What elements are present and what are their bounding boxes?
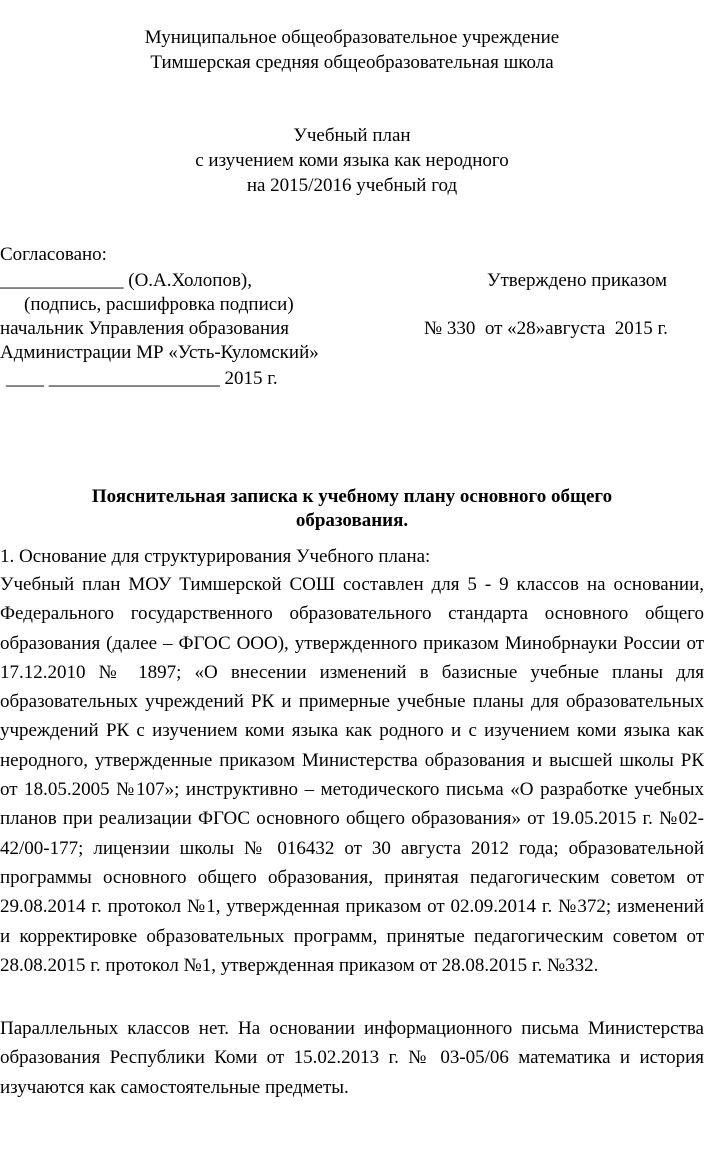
position-line2: Администрации МР «Усть-Куломский»	[0, 342, 319, 363]
institution-name-line1: Муниципальное общеобразовательное учреждение	[144, 27, 560, 48]
approved-label: Утверждено приказом	[487, 270, 667, 291]
position-line1: начальник Управления образования	[0, 318, 290, 339]
section1-paragraph2: Параллельных классов нет. На основании информационного письма Министерства образования Республики Коми от 15.02.2013 г. № 03-05/06 математика и история изучаются как самостоятельные предметы.	[0, 1018, 704, 1098]
section1-title: 1. Основание для структурирования Учебного плана:	[0, 546, 431, 567]
signature-line: _____________ (О.А.Холопов),	[0, 270, 252, 291]
section1-paragraph1: Учебный план МОУ Тимшерской СОШ составлен для 5 - 9 классов на основании, Федерального государственного образовательного стандарта основного общего образования (далее – ФГОС ООО), утвержденного приказом Минобрнауки России от 17.12.2010 № 1897; «О внесении изменений в базисные учебные планы для образовательных учреждений РК и примерные учебные планы для образовательных учреждений РК с изучением коми языка как родного и с изучением коми языка как неродного, утвержденные приказом Министерства образования и высшей школы РК от 18.05.2005 №107»; инструктивно – методического письма «О разработке учебных планов при реализации ФГОС основного общего образования» от 19.05.2015 г. №02-42/00-177; лицензии школы № 016432 от 30 августа 2012 года; образовательной программы основного общего образования, принятая педагогическим советом от 29.08.2014 г. протокол №1, утвержденная приказом от 02.09.2014 г. №372; изменений и корректировке образовательных программ, принятые педагогическим советом от 28.08.2015 г. протокол №1, утвержденная приказом от 28.08.2015 г. №332.	[0, 574, 704, 976]
note-heading-line1: Пояснительная записка к учебному плану основного общего	[91, 486, 613, 507]
order-details: № 330 от «28»августа 2015 г.	[424, 318, 668, 339]
signature-hint: (подпись, расшифровка подписи)	[24, 294, 294, 315]
date-line: ____ __________________ 2015 г.	[6, 368, 278, 389]
institution-name-line2: Тимшерская средняя общеобразовательная школа	[150, 52, 554, 73]
plan-title-line1: Учебный план	[293, 125, 411, 146]
plan-title-line3: на 2015/2016 учебный год	[246, 175, 458, 196]
note-heading-line2: образования.	[295, 510, 409, 531]
plan-title-line2: с изучением коми языка как неродного	[195, 150, 509, 171]
agreed-label: Согласовано:	[0, 244, 107, 265]
